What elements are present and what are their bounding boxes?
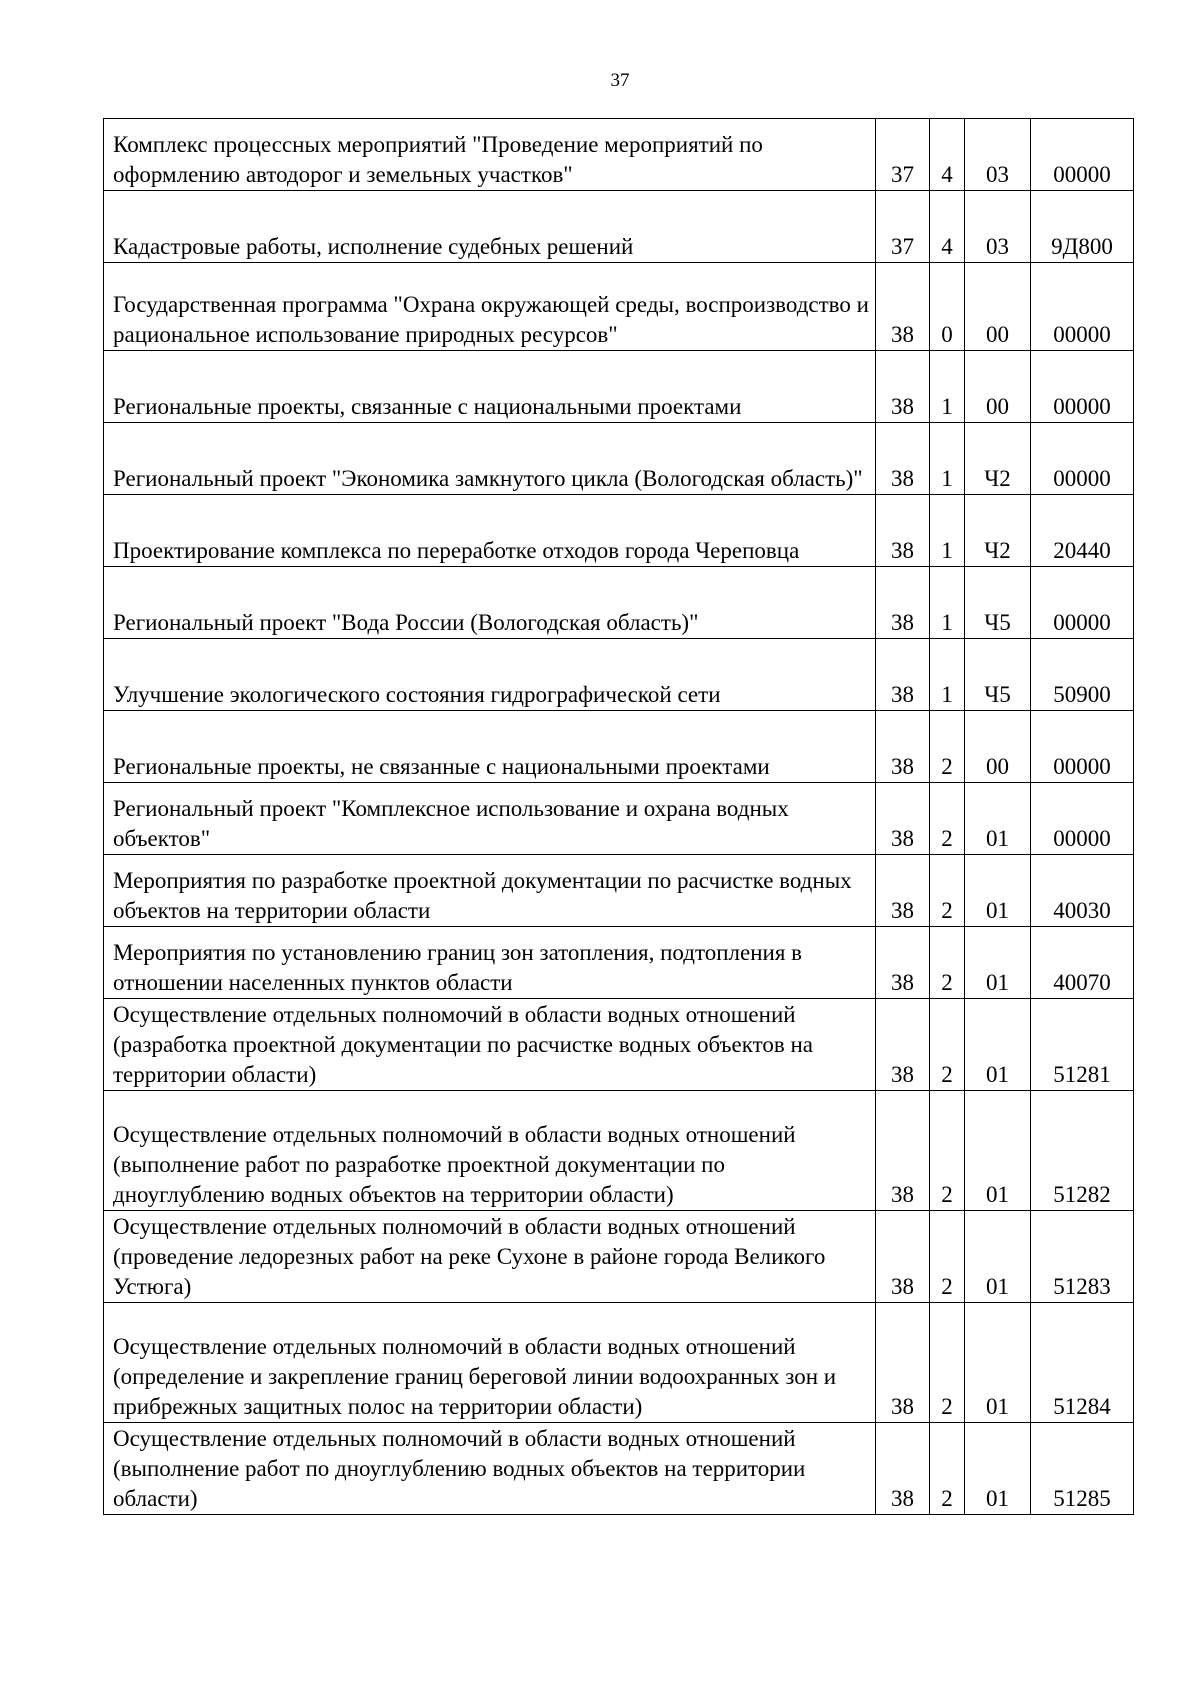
row-code-c-cell: Ч2 [965,495,1031,567]
row-code-c-cell: 01 [965,1303,1031,1423]
row-name-cell: Комплекс процессных мероприятий "Проведение мероприятий по оформлению автодорог и земельных участков" [104,119,876,191]
row-code-b-cell: 0 [930,263,965,351]
row-code-c-cell: 01 [965,1091,1031,1211]
row-code-d-cell: 51284 [1031,1303,1134,1423]
row-code-b-cell: 2 [930,783,965,855]
table-row [104,639,1134,711]
row-code-a-cell: 38 [876,1091,930,1211]
row-name-cell: Улучшение экологического состояния гидрографической сети [104,639,876,711]
row-code-a-cell: 38 [876,639,930,711]
row-code-c-cell: 00 [965,263,1031,351]
page-number: 37 [610,70,630,91]
table-row [104,119,1134,191]
row-code-a-cell: 38 [876,855,930,927]
row-name-cell: Государственная программа "Охрана окружающей среды, воспроизводство и рациональное использование природных ресурсов" [104,263,876,351]
row-name-cell: Мероприятия по разработке проектной документации по расчистке водных объектов на территории области [104,855,876,927]
row-code-d-cell: 40070 [1031,927,1134,999]
table-row [104,423,1134,495]
row-code-c-cell: Ч5 [965,567,1031,639]
row-name-cell: Региональные проекты, не связанные с национальными проектами [104,711,876,783]
row-code-b-cell: 1 [930,495,965,567]
row-code-d-cell: 00000 [1031,711,1134,783]
row-code-b-cell: 1 [930,567,965,639]
row-name-cell: Осуществление отдельных полномочий в области водных отношений (разработка проектной документации по расчистке водных объектов на территории области) [104,999,876,1091]
row-code-c-cell: 00 [965,351,1031,423]
row-code-a-cell: 38 [876,567,930,639]
row-code-c-cell: 01 [965,999,1031,1091]
row-code-b-cell: 2 [930,1211,965,1303]
row-code-d-cell: 40030 [1031,855,1134,927]
row-code-b-cell: 1 [930,351,965,423]
row-code-a-cell: 38 [876,423,930,495]
row-code-d-cell: 20440 [1031,495,1134,567]
row-code-c-cell: 01 [965,855,1031,927]
table-row [104,263,1134,351]
row-name-cell: Осуществление отдельных полномочий в области водных отношений (выполнение работ по дноуглублению водных объектов на территории области) [104,1423,876,1515]
row-code-d-cell: 00000 [1031,119,1134,191]
row-code-d-cell: 00000 [1031,263,1134,351]
row-code-c-cell: 03 [965,119,1031,191]
row-code-a-cell: 38 [876,999,930,1091]
row-code-a-cell: 38 [876,927,930,999]
row-code-b-cell: 2 [930,1091,965,1211]
table-row [104,351,1134,423]
table-row [104,1423,1134,1515]
table-row [104,927,1134,999]
row-name-cell: Региональный проект "Экономика замкнутого цикла (Вологодская область)" [104,423,876,495]
row-code-d-cell: 51282 [1031,1091,1134,1211]
row-code-b-cell: 2 [930,855,965,927]
row-code-d-cell: 51281 [1031,999,1134,1091]
row-code-b-cell: 4 [930,119,965,191]
table-row [104,783,1134,855]
row-code-d-cell: 00000 [1031,351,1134,423]
row-code-b-cell: 4 [930,191,965,263]
row-name-cell: Осуществление отдельных полномочий в области водных отношений (проведение ледорезных работ на реке Сухоне в районе города Великого Устюга) [104,1211,876,1303]
row-code-c-cell: 01 [965,783,1031,855]
table-row [104,999,1134,1091]
table-row [104,495,1134,567]
row-code-d-cell: 00000 [1031,423,1134,495]
row-code-a-cell: 38 [876,495,930,567]
row-code-d-cell: 51283 [1031,1211,1134,1303]
row-code-a-cell: 37 [876,191,930,263]
row-code-d-cell: 50900 [1031,639,1134,711]
row-code-b-cell: 2 [930,927,965,999]
row-code-a-cell: 38 [876,351,930,423]
row-code-d-cell: 00000 [1031,783,1134,855]
row-code-a-cell: 38 [876,783,930,855]
table-row [104,1303,1134,1423]
row-code-c-cell: 01 [965,1423,1031,1515]
row-code-a-cell: 38 [876,263,930,351]
row-name-cell: Кадастровые работы, исполнение судебных решений [104,191,876,263]
row-code-a-cell: 38 [876,1423,930,1515]
row-name-cell: Региональный проект "Комплексное использование и охрана водных объектов" [104,783,876,855]
table-row [104,191,1134,263]
row-code-b-cell: 1 [930,639,965,711]
row-name-cell: Осуществление отдельных полномочий в области водных отношений (выполнение работ по разработке проектной документации по дноуглублению водных объектов на территории области) [104,1091,876,1211]
table-row [104,1091,1134,1211]
row-code-b-cell: 2 [930,1303,965,1423]
row-code-d-cell: 00000 [1031,567,1134,639]
row-code-c-cell: Ч2 [965,423,1031,495]
row-name-cell: Региональный проект "Вода России (Вологодская область)" [104,567,876,639]
table-row [104,567,1134,639]
table-row [104,1211,1134,1303]
row-code-d-cell: 51285 [1031,1423,1134,1515]
row-code-a-cell: 38 [876,711,930,783]
row-code-b-cell: 2 [930,711,965,783]
table-row [104,711,1134,783]
row-code-c-cell: 01 [965,927,1031,999]
row-code-a-cell: 38 [876,1211,930,1303]
budget-classification-table [103,118,1134,1515]
row-code-a-cell: 38 [876,1303,930,1423]
row-code-c-cell: Ч5 [965,639,1031,711]
row-code-a-cell: 37 [876,119,930,191]
row-code-b-cell: 2 [930,1423,965,1515]
table-row [104,855,1134,927]
row-code-d-cell: 9Д800 [1031,191,1134,263]
row-name-cell: Проектирование комплекса по переработке отходов города Череповца [104,495,876,567]
row-name-cell: Мероприятия по установлению границ зон затопления, подтопления в отношении населенных пунктов области [104,927,876,999]
row-name-cell: Осуществление отдельных полномочий в области водных отношений (определение и закрепление границ береговой линии водоохранных зон и прибрежных защитных полос на территории области) [104,1303,876,1423]
row-code-c-cell: 03 [965,191,1031,263]
row-code-b-cell: 1 [930,423,965,495]
row-code-b-cell: 2 [930,999,965,1091]
row-code-c-cell: 01 [965,1211,1031,1303]
table-body [104,119,1134,1515]
row-code-c-cell: 00 [965,711,1031,783]
row-name-cell: Региональные проекты, связанные с национальными проектами [104,351,876,423]
